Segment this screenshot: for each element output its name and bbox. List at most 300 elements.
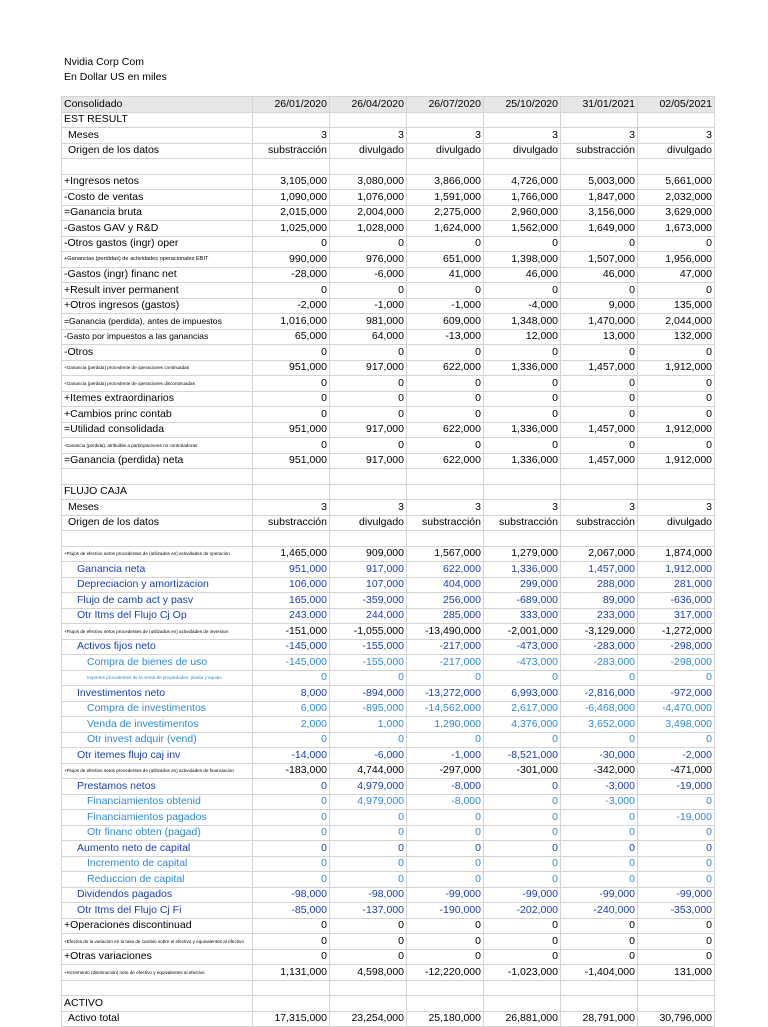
value-cell: -13,000: [407, 329, 484, 345]
row-label: +Ganancias (perdidas) de actividades operacionales EBIT: [62, 252, 253, 268]
value-cell: 0: [407, 391, 484, 407]
table-row: [62, 903, 715, 919]
value-cell: 23,254,000: [330, 1011, 407, 1027]
value-cell: [407, 531, 484, 547]
value-cell: 0: [484, 779, 561, 795]
value-cell: [561, 996, 638, 1012]
value-cell: 1,000: [330, 717, 407, 733]
table-row: [62, 562, 715, 578]
value-cell: 281,000: [638, 577, 715, 593]
value-cell: [253, 996, 330, 1012]
value-cell: 622,000: [407, 422, 484, 438]
row-label: +Itemes extraordinarios: [62, 391, 253, 407]
value-cell: [561, 980, 638, 996]
value-cell: -4,000: [484, 298, 561, 314]
value-cell: 6,000: [253, 701, 330, 717]
value-cell: [330, 469, 407, 485]
value-cell: 0: [330, 670, 407, 686]
value-cell: 3: [407, 128, 484, 144]
row-label: +Ingresos netos: [62, 174, 253, 190]
value-cell: 131,000: [638, 965, 715, 981]
value-cell: [484, 159, 561, 175]
table-row: [62, 856, 715, 872]
row-label: Otr financ obten (pagad): [62, 825, 253, 841]
value-cell: 0: [638, 918, 715, 934]
value-cell: 46,000: [561, 267, 638, 283]
value-cell: -2,000: [638, 748, 715, 764]
row-label: Depreciacion y amortizacion: [62, 577, 253, 593]
table-row: [62, 717, 715, 733]
value-cell: divulgado: [330, 143, 407, 159]
value-cell: 0: [638, 345, 715, 361]
row-label: =Ganancia bruta: [62, 205, 253, 221]
row-label: =Ganancia (perdida) neta: [62, 453, 253, 469]
value-cell: 990,000: [253, 252, 330, 268]
table-row: [62, 407, 715, 423]
table-row: [62, 267, 715, 283]
value-cell: 333,000: [484, 608, 561, 624]
value-cell: 0: [407, 283, 484, 299]
value-cell: 1,562,000: [484, 221, 561, 237]
value-cell: 0: [561, 670, 638, 686]
table-row: [62, 763, 715, 779]
table-row: [62, 531, 715, 547]
row-label: Compra de investimentos: [62, 701, 253, 717]
value-cell: 28,791,000: [561, 1011, 638, 1027]
value-cell: 9,000: [561, 298, 638, 314]
value-cell: divulgado: [330, 515, 407, 531]
value-cell: 2,004,000: [330, 205, 407, 221]
table-row: [62, 469, 715, 485]
value-cell: 1,766,000: [484, 190, 561, 206]
value-cell: 0: [330, 345, 407, 361]
value-cell: [561, 484, 638, 500]
value-cell: [561, 112, 638, 128]
value-cell: -473,000: [484, 639, 561, 655]
value-cell: -13,272,000: [407, 686, 484, 702]
value-cell: -689,000: [484, 593, 561, 609]
row-label: -Otros: [62, 345, 253, 361]
value-cell: 951,000: [253, 422, 330, 438]
value-cell: [407, 112, 484, 128]
value-cell: 3,629,000: [638, 205, 715, 221]
value-cell: [484, 531, 561, 547]
value-cell: 0: [638, 732, 715, 748]
value-cell: substracción: [253, 143, 330, 159]
value-cell: 25,180,000: [407, 1011, 484, 1027]
value-cell: 0: [484, 283, 561, 299]
value-cell: -30,000: [561, 748, 638, 764]
table-row: [62, 391, 715, 407]
value-cell: -98,000: [330, 887, 407, 903]
value-cell: 0: [253, 779, 330, 795]
value-cell: 6,993,000: [484, 686, 561, 702]
table-row: [62, 686, 715, 702]
value-cell: 1,912,000: [638, 360, 715, 376]
value-cell: 2,960,000: [484, 205, 561, 221]
value-cell: [330, 159, 407, 175]
row-label: =Ganancia (perdida), antes de impuestos: [62, 314, 253, 330]
value-cell: [561, 531, 638, 547]
value-cell: 951,000: [253, 562, 330, 578]
value-cell: 976,000: [330, 252, 407, 268]
row-label: -Gastos (ingr) financ net: [62, 267, 253, 283]
value-cell: 0: [407, 236, 484, 252]
row-label: +Operaciones discontinuad: [62, 918, 253, 934]
value-cell: 0: [253, 391, 330, 407]
value-cell: 3,652,000: [561, 717, 638, 733]
value-cell: 244,000: [330, 608, 407, 624]
value-cell: 1,912,000: [638, 453, 715, 469]
value-cell: -8,000: [407, 779, 484, 795]
table-row: [62, 159, 715, 175]
value-cell: 0: [484, 438, 561, 454]
value-cell: [484, 469, 561, 485]
row-label: =Utilidad consolidada: [62, 422, 253, 438]
date-header: 26/01/2020: [253, 97, 330, 113]
table-row: [62, 624, 715, 640]
value-cell: 3: [561, 500, 638, 516]
value-cell: 285,000: [407, 608, 484, 624]
value-cell: -1,000: [330, 298, 407, 314]
value-cell: 0: [253, 825, 330, 841]
table-row: [62, 205, 715, 221]
row-label: Dividendos pagados: [62, 887, 253, 903]
value-cell: -99,000: [484, 887, 561, 903]
value-cell: -353,000: [638, 903, 715, 919]
value-cell: 0: [407, 376, 484, 392]
value-cell: 0: [638, 841, 715, 857]
value-cell: 1,336,000: [484, 422, 561, 438]
value-cell: 0: [638, 872, 715, 888]
value-cell: 0: [253, 407, 330, 423]
value-cell: [561, 469, 638, 485]
value-cell: 0: [638, 934, 715, 950]
table-row: [62, 965, 715, 981]
value-cell: 2,015,000: [253, 205, 330, 221]
value-cell: 0: [330, 283, 407, 299]
value-cell: 1,025,000: [253, 221, 330, 237]
value-cell: 0: [561, 236, 638, 252]
value-cell: 1,470,000: [561, 314, 638, 330]
value-cell: [484, 484, 561, 500]
value-cell: 1,624,000: [407, 221, 484, 237]
table-row: [62, 190, 715, 206]
value-cell: 3,156,000: [561, 205, 638, 221]
value-cell: 0: [484, 841, 561, 857]
table-row: [62, 283, 715, 299]
value-cell: 0: [561, 732, 638, 748]
table-row: [62, 252, 715, 268]
table-row: [62, 608, 715, 624]
value-cell: -6,468,000: [561, 701, 638, 717]
value-cell: -298,000: [638, 639, 715, 655]
value-cell: 1,457,000: [561, 453, 638, 469]
table-row: [62, 748, 715, 764]
value-cell: 0: [253, 732, 330, 748]
value-cell: divulgado: [484, 143, 561, 159]
value-cell: 3,498,000: [638, 717, 715, 733]
value-cell: -297,000: [407, 763, 484, 779]
row-label: +Ganancia (perdida) procedente de operaciones discontinuadas: [62, 376, 253, 392]
value-cell: divulgado: [638, 143, 715, 159]
value-cell: -217,000: [407, 655, 484, 671]
value-cell: 1,649,000: [561, 221, 638, 237]
value-cell: 2,275,000: [407, 205, 484, 221]
value-cell: 0: [253, 810, 330, 826]
value-cell: 3: [484, 128, 561, 144]
value-cell: 2,000: [253, 717, 330, 733]
value-cell: [407, 469, 484, 485]
value-cell: 0: [407, 438, 484, 454]
date-header: 31/01/2021: [561, 97, 638, 113]
value-cell: 0: [330, 407, 407, 423]
value-cell: 0: [330, 918, 407, 934]
row-label: -Otros gastos (ingr) oper: [62, 236, 253, 252]
value-cell: -151,000: [253, 624, 330, 640]
value-cell: 917,000: [330, 360, 407, 376]
value-cell: 0: [484, 934, 561, 950]
table-row: [62, 453, 715, 469]
row-label: Origen de los datos: [62, 515, 253, 531]
value-cell: 917,000: [330, 562, 407, 578]
value-cell: [407, 996, 484, 1012]
row-label: +Result inver permanent: [62, 283, 253, 299]
value-cell: 2,032,000: [638, 190, 715, 206]
value-cell: 0: [330, 841, 407, 857]
table-row: [62, 949, 715, 965]
value-cell: -6,000: [330, 267, 407, 283]
value-cell: 0: [561, 856, 638, 872]
value-cell: 0: [484, 376, 561, 392]
value-cell: 0: [407, 856, 484, 872]
value-cell: -2,816,000: [561, 686, 638, 702]
value-cell: 1,336,000: [484, 360, 561, 376]
value-cell: 0: [561, 407, 638, 423]
row-label: +Incremento (disminución) neto de efectivo y equivalentes al efectivo: [62, 965, 253, 981]
value-cell: 3: [638, 128, 715, 144]
value-cell: substracción: [484, 515, 561, 531]
table-row: [62, 376, 715, 392]
value-cell: 1,567,000: [407, 546, 484, 562]
table-row: [62, 810, 715, 826]
value-cell: 0: [484, 949, 561, 965]
value-cell: -13,490,000: [407, 624, 484, 640]
value-cell: 0: [561, 376, 638, 392]
value-cell: 0: [330, 810, 407, 826]
value-cell: 12,000: [484, 329, 561, 345]
value-cell: 0: [638, 391, 715, 407]
table-row: [62, 577, 715, 593]
value-cell: 0: [484, 407, 561, 423]
value-cell: 3: [330, 500, 407, 516]
value-cell: 1,336,000: [484, 562, 561, 578]
company-name: Nvidia Corp Com: [64, 56, 144, 68]
value-cell: 0: [561, 872, 638, 888]
value-cell: 0: [253, 670, 330, 686]
row-label: Financiamientos obtenid: [62, 794, 253, 810]
table-row: [62, 701, 715, 717]
value-cell: 0: [330, 732, 407, 748]
value-cell: 0: [330, 825, 407, 841]
row-label: Otr invest adquir (vend): [62, 732, 253, 748]
value-cell: 0: [253, 438, 330, 454]
value-cell: 1,016,000: [253, 314, 330, 330]
row-label: ACTIVO: [62, 996, 253, 1012]
value-cell: -894,000: [330, 686, 407, 702]
value-cell: 0: [638, 949, 715, 965]
value-cell: -1,055,000: [330, 624, 407, 640]
value-cell: 0: [638, 670, 715, 686]
value-cell: 3: [638, 500, 715, 516]
value-cell: 3: [561, 128, 638, 144]
value-cell: 5,003,000: [561, 174, 638, 190]
value-cell: 0: [407, 810, 484, 826]
value-cell: 3: [407, 500, 484, 516]
value-cell: [638, 469, 715, 485]
value-cell: 0: [407, 918, 484, 934]
value-cell: 243,000: [253, 608, 330, 624]
value-cell: 2,067,000: [561, 546, 638, 562]
value-cell: -342,000: [561, 763, 638, 779]
table-row: [62, 996, 715, 1012]
value-cell: 4,744,000: [330, 763, 407, 779]
value-cell: 47,000: [638, 267, 715, 283]
value-cell: 4,726,000: [484, 174, 561, 190]
row-label: -Gasto por impuestos a las ganancias: [62, 329, 253, 345]
value-cell: [330, 531, 407, 547]
value-cell: 0: [407, 934, 484, 950]
value-cell: 622,000: [407, 562, 484, 578]
table-row: [62, 670, 715, 686]
value-cell: [638, 996, 715, 1012]
value-cell: 1,336,000: [484, 453, 561, 469]
value-cell: 1,398,000: [484, 252, 561, 268]
value-cell: 1,874,000: [638, 546, 715, 562]
value-cell: 0: [253, 794, 330, 810]
value-cell: 0: [253, 283, 330, 299]
value-cell: -12,220,000: [407, 965, 484, 981]
row-label: Incremento de capital: [62, 856, 253, 872]
value-cell: -155,000: [330, 655, 407, 671]
value-cell: 0: [330, 872, 407, 888]
row-label: Compra de bienes de uso: [62, 655, 253, 671]
row-label: -Gastos GAV y R&D: [62, 221, 253, 237]
table-row: [62, 841, 715, 857]
value-cell: -471,000: [638, 763, 715, 779]
value-cell: 41,000: [407, 267, 484, 283]
value-cell: divulgado: [407, 143, 484, 159]
row-label: Origen de los datos: [62, 143, 253, 159]
value-cell: 0: [407, 670, 484, 686]
table-row: [62, 918, 715, 934]
value-cell: 1,131,000: [253, 965, 330, 981]
value-cell: 3: [484, 500, 561, 516]
value-cell: [253, 159, 330, 175]
value-cell: 951,000: [253, 453, 330, 469]
table-row: [62, 1011, 715, 1027]
value-cell: 30,796,000: [638, 1011, 715, 1027]
value-cell: [638, 484, 715, 500]
row-label: FLUJO CAJA: [62, 484, 253, 500]
row-label: +Flujos de efectivo netos procedentes de (utilizados en) actividades de inversion: [62, 624, 253, 640]
value-cell: 1,847,000: [561, 190, 638, 206]
row-label: Reduccion de capital: [62, 872, 253, 888]
value-cell: 622,000: [407, 453, 484, 469]
value-cell: 0: [330, 391, 407, 407]
value-cell: 8,000: [253, 686, 330, 702]
value-cell: 0: [253, 918, 330, 934]
value-cell: -8,521,000: [484, 748, 561, 764]
value-cell: divulgado: [638, 515, 715, 531]
row-label: Flujo de camb act y pasv: [62, 593, 253, 609]
value-cell: [638, 159, 715, 175]
row-label: Otr Itms del Flujo Cj Fi: [62, 903, 253, 919]
row-label: Otr Itms del Flujo Cj Op: [62, 608, 253, 624]
currency-units: En Dollar US en miles: [64, 71, 167, 83]
value-cell: [484, 112, 561, 128]
value-cell: -99,000: [561, 887, 638, 903]
value-cell: 0: [638, 794, 715, 810]
value-cell: -28,000: [253, 267, 330, 283]
row-label: Prestamos netos: [62, 779, 253, 795]
value-cell: substracción: [407, 515, 484, 531]
table-row: [62, 345, 715, 361]
value-cell: -145,000: [253, 639, 330, 655]
row-label: +Flujos de efectivo netos procedentes de (utilizados en) actividades de financiacion: [62, 763, 253, 779]
table-row: [62, 546, 715, 562]
value-cell: 0: [407, 407, 484, 423]
row-label: Otr itemes flujo caj inv: [62, 748, 253, 764]
value-cell: 0: [407, 825, 484, 841]
table-row: [62, 329, 715, 345]
value-cell: 107,000: [330, 577, 407, 593]
value-cell: 981,000: [330, 314, 407, 330]
row-label: Aumento neto de capital: [62, 841, 253, 857]
value-cell: 0: [561, 825, 638, 841]
value-cell: -895,000: [330, 701, 407, 717]
value-cell: -3,000: [561, 779, 638, 795]
value-cell: 299,000: [484, 577, 561, 593]
value-cell: -473,000: [484, 655, 561, 671]
value-cell: 1,912,000: [638, 422, 715, 438]
value-cell: [330, 484, 407, 500]
row-label: +Cambios princ contab: [62, 407, 253, 423]
value-cell: -636,000: [638, 593, 715, 609]
value-cell: -283,000: [561, 639, 638, 655]
value-cell: 1,591,000: [407, 190, 484, 206]
value-cell: 288,000: [561, 577, 638, 593]
value-cell: -1,023,000: [484, 965, 561, 981]
row-label: [62, 159, 253, 175]
value-cell: 1,028,000: [330, 221, 407, 237]
row-label: Venda de investimentos: [62, 717, 253, 733]
value-cell: -8,000: [407, 794, 484, 810]
table-row: [62, 422, 715, 438]
value-cell: [407, 159, 484, 175]
table-row: [62, 515, 715, 531]
value-cell: 0: [561, 934, 638, 950]
value-cell: -1,404,000: [561, 965, 638, 981]
value-cell: 0: [561, 810, 638, 826]
row-label: +Efectos de la variación en la tasa de cambio sobre el efectivo y equivalentes al efectivo: [62, 934, 253, 950]
value-cell: 0: [330, 856, 407, 872]
value-cell: [638, 531, 715, 547]
table-row: [62, 221, 715, 237]
value-cell: substracción: [561, 143, 638, 159]
row-label: +Flujos de efectivo netos procedentes de (utilizados en) actividades de operacion: [62, 546, 253, 562]
date-header: 25/10/2020: [484, 97, 561, 113]
